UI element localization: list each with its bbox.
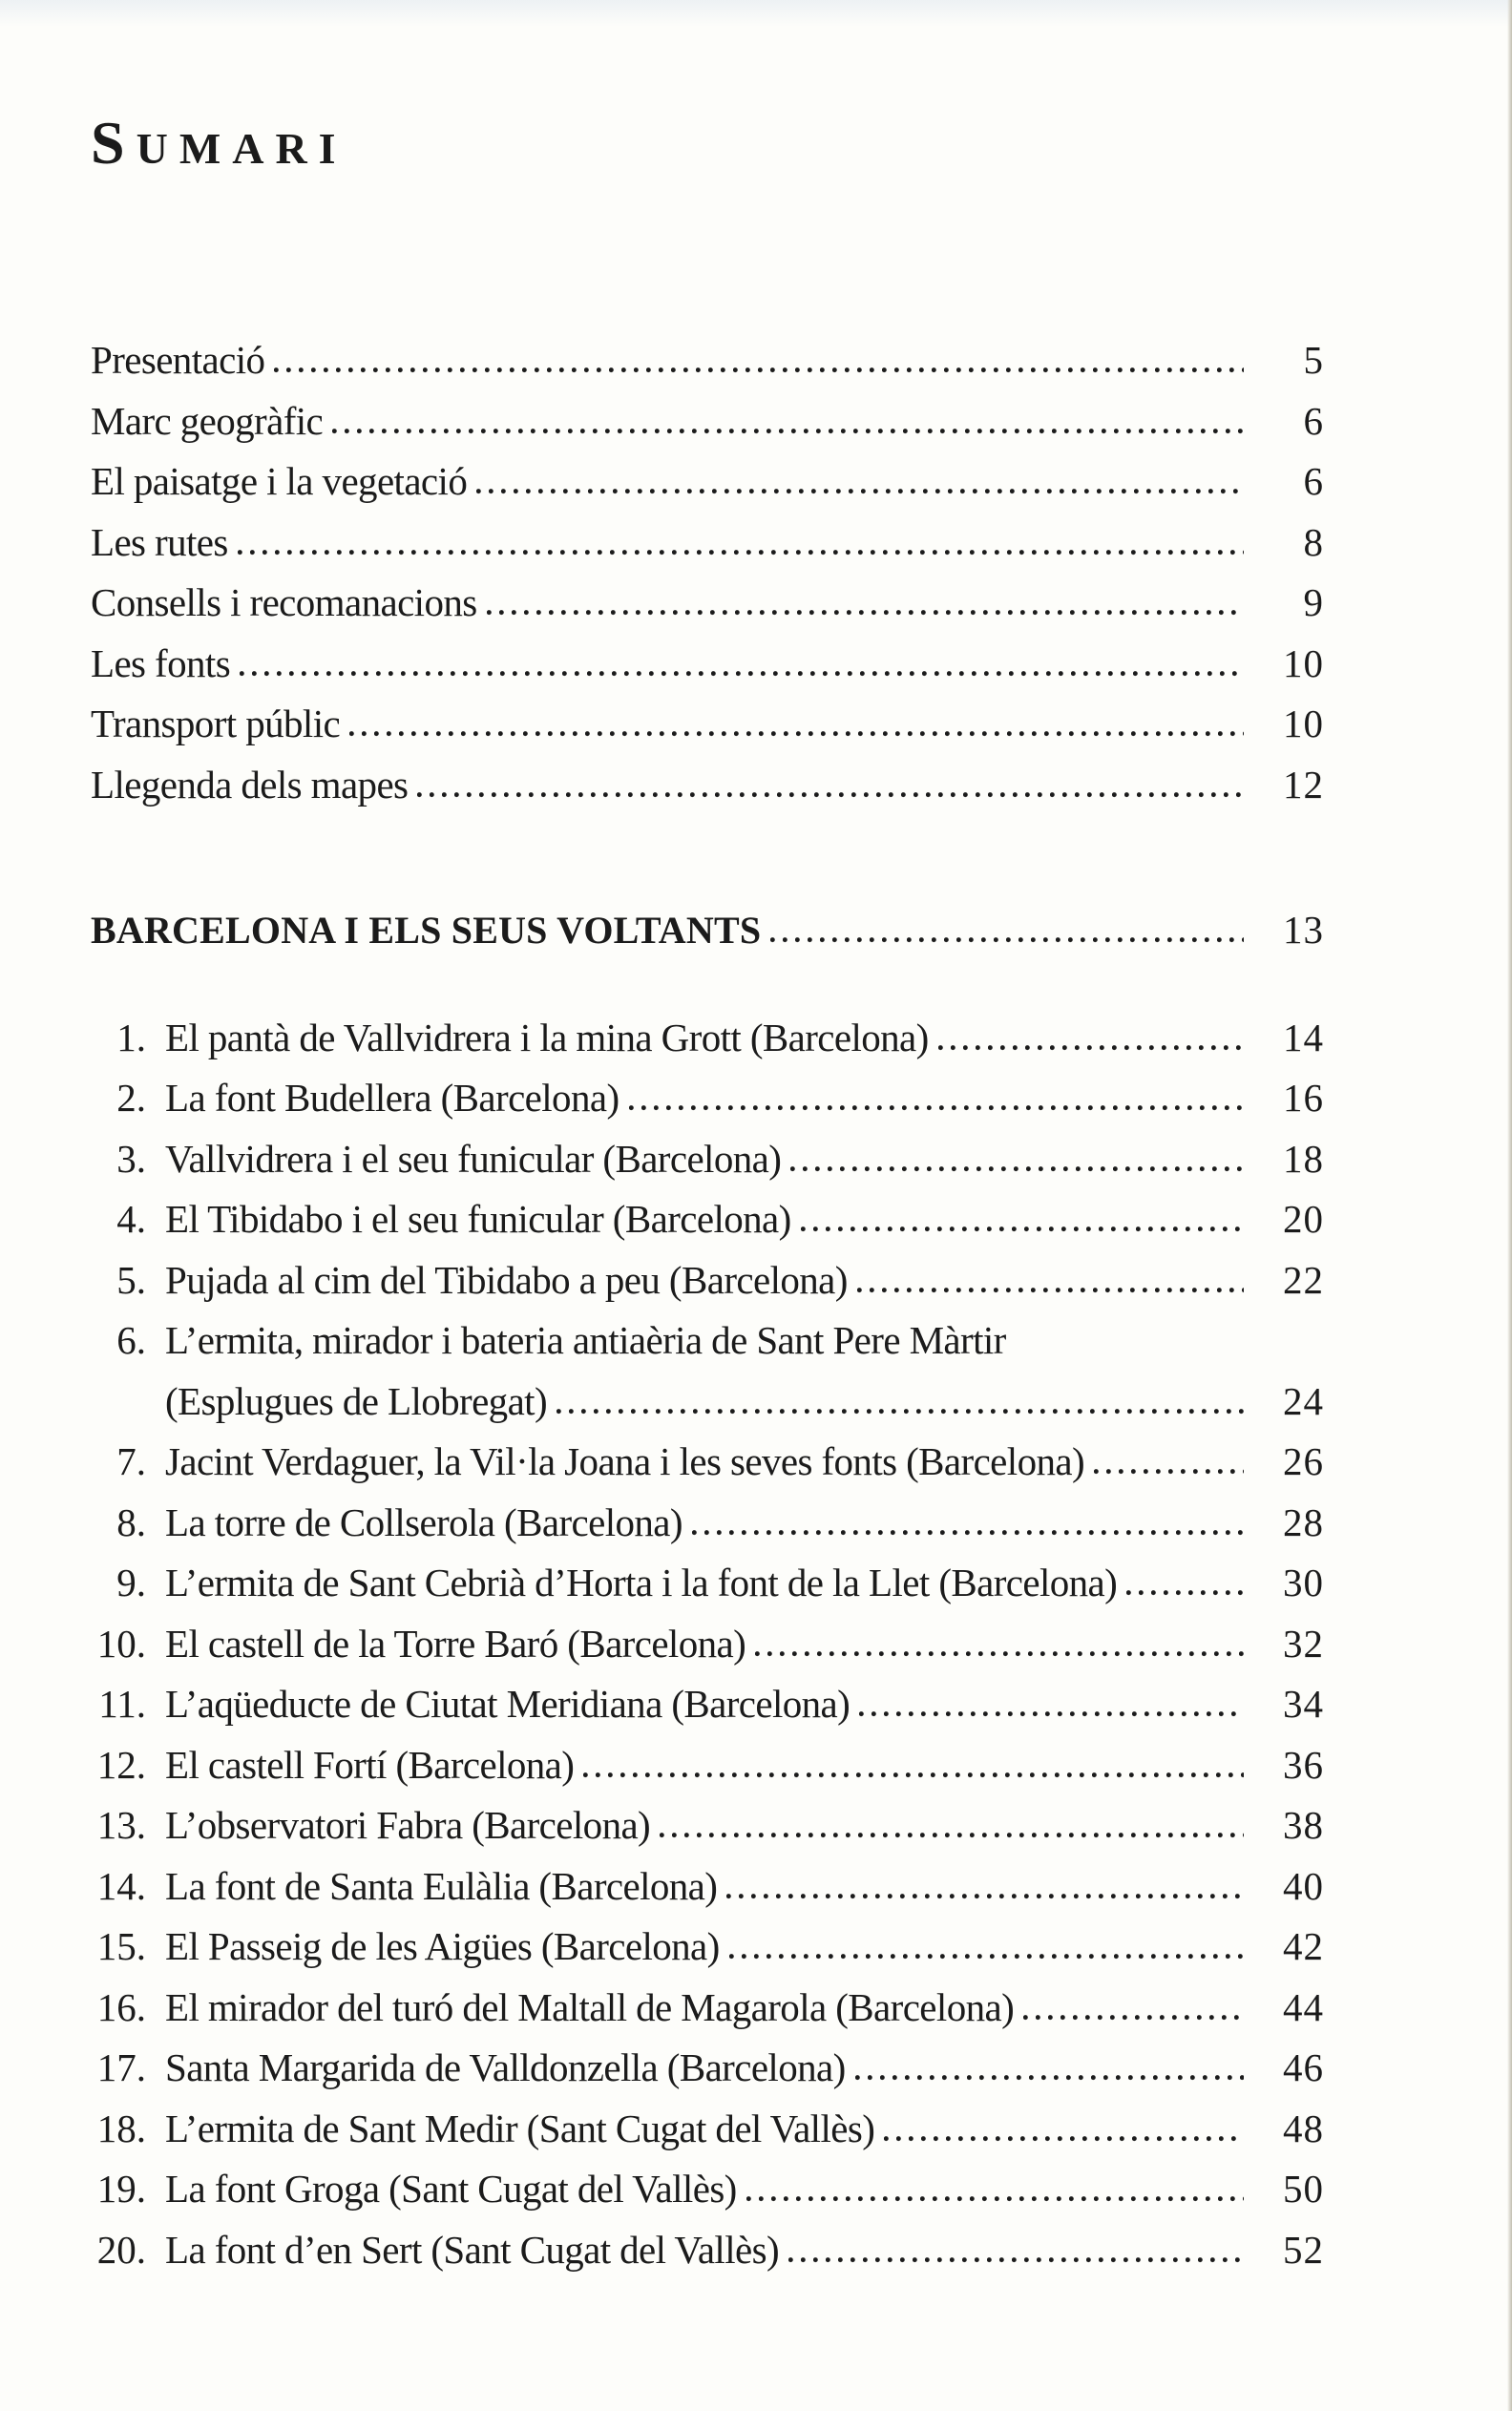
- toc-row: [91, 2227, 1324, 2288]
- toc-entry-label: Presentació: [91, 338, 265, 382]
- scan-page-edge: [1507, 0, 1512, 2411]
- toc-row: [91, 1438, 1324, 1499]
- toc-row: [91, 1621, 1324, 1682]
- toc-page-number: 20: [1283, 1197, 1324, 1241]
- toc-page-number: 40: [1283, 1863, 1324, 1908]
- toc-page-number: 13: [1283, 908, 1324, 952]
- toc-row: [91, 1015, 1324, 1076]
- section-title-row: [91, 907, 1324, 968]
- toc-leader-dots: [1094, 1469, 1244, 1475]
- toc-leader-dots: [790, 1166, 1244, 1172]
- toc-leader-dots: [938, 1045, 1244, 1051]
- toc-page-number: 16: [1283, 1076, 1324, 1120]
- toc-entry-number: 14.: [96, 1863, 146, 1908]
- toc-entry-label: (Esplugues de Llobregat): [165, 1378, 548, 1423]
- toc-entry-number: 16.: [96, 1984, 146, 2029]
- toc-row: [91, 1075, 1324, 1136]
- toc-entry-number: 13.: [96, 1803, 146, 1847]
- toc-entry-label: Vallvidrera i el seu funicular (Barcelona): [165, 1136, 782, 1181]
- toc-page-number: 32: [1283, 1621, 1324, 1666]
- toc-row: [91, 1863, 1324, 1924]
- toc-entry-label: L’aqüeducte de Ciutat Meridiana (Barcelona): [165, 1682, 850, 1726]
- toc-row-continuation: [91, 1378, 1324, 1439]
- toc-row: [91, 337, 1324, 398]
- toc-leader-dots: [583, 1772, 1244, 1778]
- toc-leader-dots: [1023, 2015, 1244, 2021]
- toc-entry-number: 9.: [116, 1561, 146, 1604]
- toc-entry-label: Marc geogràfic: [91, 398, 324, 443]
- toc-leader-dots: [349, 731, 1244, 737]
- toc-entry-number: 8.: [116, 1499, 146, 1544]
- toc-entry-number: 3.: [116, 1136, 146, 1181]
- toc-row: [91, 458, 1324, 519]
- toc-leader-dots: [857, 1288, 1244, 1293]
- toc-entry-label: El pantà de Vallvidrera i la mina Grott (Barcelona): [165, 1015, 929, 1059]
- toc-row: [91, 1136, 1324, 1197]
- toc-entry-label: Les fonts: [91, 640, 231, 685]
- toc-page-number: 10: [1283, 640, 1324, 685]
- toc-page-number: 46: [1283, 2045, 1324, 2089]
- toc-page-number: 48: [1283, 2106, 1324, 2150]
- toc-entry-label: La font Budellera (Barcelona): [165, 1076, 620, 1120]
- toc-page-number: 24: [1283, 1378, 1324, 1423]
- toc-leader-dots: [332, 429, 1244, 434]
- toc-entry-label: Pujada al cim del Tibidabo a peu (Barcelona): [165, 1257, 848, 1302]
- toc-entry-label: Transport públic: [91, 702, 341, 745]
- toc-page-number: 38: [1283, 1803, 1324, 1847]
- toc-leader-dots: [855, 2075, 1244, 2081]
- toc-row: [91, 2106, 1324, 2167]
- page-title-rest: UMARI: [136, 124, 347, 173]
- toc-entry-label: L’ermita de Sant Cebrià d’Horta i la font de la Llet (Barcelona): [165, 1561, 1118, 1604]
- toc-entry-label: L’observatori Fabra (Barcelona): [165, 1803, 651, 1847]
- toc-page-number: 26: [1283, 1439, 1324, 1483]
- intro-toc-list: [91, 337, 1324, 822]
- page-title-initial: S: [91, 109, 136, 177]
- toc-row: [91, 701, 1324, 762]
- toc-row: [91, 762, 1324, 823]
- toc-entry-label: El paisatge i la vegetació: [91, 459, 468, 503]
- toc-entry-label: Santa Margarida de Valldonzella (Barcelona): [165, 2045, 846, 2089]
- toc-page-number: 6: [1303, 459, 1324, 503]
- toc-entry-label: La font de Santa Eulàlia (Barcelona): [165, 1863, 718, 1908]
- toc-row: [91, 1317, 1324, 1378]
- toc-leader-dots: [240, 671, 1244, 677]
- toc-page-number: 50: [1283, 2167, 1324, 2211]
- toc-entry-label: La torre de Collserola (Barcelona): [165, 1499, 682, 1544]
- toc-entry-number: 5.: [116, 1257, 146, 1302]
- toc-row: [91, 640, 1324, 702]
- toc-leader-dots: [788, 2257, 1244, 2263]
- section-toc-list: [91, 1015, 1324, 2288]
- toc-row: [91, 1196, 1324, 1257]
- toc-entry-number: 7.: [116, 1439, 146, 1483]
- toc-leader-dots: [755, 1651, 1244, 1657]
- toc-row: [91, 1257, 1324, 1318]
- toc-leader-dots: [660, 1833, 1244, 1838]
- toc-page-number: 30: [1283, 1561, 1324, 1604]
- toc-leader-dots: [746, 2196, 1244, 2202]
- toc-page-number: 8: [1303, 519, 1324, 564]
- toc-entry-number: 15.: [96, 1924, 146, 1968]
- toc-page-number: 22: [1283, 1257, 1324, 1302]
- toc-row: [91, 1499, 1324, 1561]
- toc-page-number: 9: [1303, 580, 1324, 624]
- toc-entry-label: L’ermita de Sant Medir (Sant Cugat del Vallès): [165, 2106, 875, 2150]
- toc-entry-label: La font Groga (Sant Cugat del Vallès): [165, 2167, 737, 2211]
- toc-page-number: 10: [1283, 702, 1324, 745]
- toc-entry-label: El castell de la Torre Baró (Barcelona): [165, 1621, 746, 1666]
- toc-entry-label: La font d’en Sert (Sant Cugat del Vallès): [165, 2227, 780, 2272]
- section-title-label: BARCELONA I ELS SEUS VOLTANTS: [91, 909, 762, 952]
- toc-leader-dots: [729, 1954, 1244, 1960]
- toc-entry-label: L’ermita, mirador i bateria antiaèria de Sant Pere Màrtir: [165, 1318, 1006, 1362]
- toc-entry-label: Jacint Verdaguer, la Vil·la Joana i les seves fonts (Barcelona): [165, 1439, 1085, 1483]
- toc-entry-number: 2.: [116, 1076, 146, 1120]
- toc-entry-label: Consells i recomanacions: [91, 580, 477, 624]
- toc-leader-dots: [556, 1409, 1244, 1415]
- toc-row: [91, 1681, 1324, 1742]
- toc-page-number: 52: [1283, 2227, 1324, 2272]
- toc-row: [91, 1742, 1324, 1803]
- toc-entry-number: 18.: [96, 2106, 146, 2150]
- toc-page-number: 6: [1303, 398, 1324, 443]
- toc-entry-number: 19.: [96, 2167, 146, 2211]
- toc-row: [91, 579, 1324, 640]
- toc-row: [91, 2044, 1324, 2106]
- toc-entry-number: 1.: [116, 1015, 146, 1059]
- toc-page: [91, 0, 1324, 2287]
- toc-leader-dots: [801, 1226, 1244, 1232]
- toc-page-number: 34: [1283, 1682, 1324, 1726]
- toc-leader-dots: [859, 1711, 1244, 1717]
- toc-page-number: 42: [1283, 1924, 1324, 1968]
- toc-leader-dots: [692, 1530, 1244, 1536]
- toc-entry-label: El Tibidabo i el seu funicular (Barcelona): [165, 1197, 791, 1241]
- toc-leader-dots: [770, 937, 1244, 943]
- toc-row: [91, 1923, 1324, 1984]
- toc-leader-dots: [238, 550, 1244, 556]
- toc-entry-label: El mirador del turó del Maltall de Magarola (Barcelona): [165, 1984, 1015, 2029]
- section-header: [91, 907, 1324, 968]
- toc-row: [91, 1802, 1324, 1863]
- page-title: [91, 109, 1324, 177]
- toc-page-number: 5: [1303, 338, 1324, 382]
- toc-row: [91, 1984, 1324, 2045]
- toc-entry-number: 20.: [96, 2227, 146, 2272]
- toc-leader-dots: [726, 1894, 1244, 1899]
- toc-entry-number: 10.: [96, 1621, 146, 1666]
- toc-entry-label: El Passeig de les Aigües (Barcelona): [165, 1924, 720, 1968]
- toc-leader-dots: [487, 610, 1244, 616]
- toc-entry-number: 11.: [98, 1682, 146, 1726]
- toc-leader-dots: [884, 2136, 1244, 2142]
- toc-leader-dots: [1126, 1590, 1244, 1596]
- toc-entry-label: El castell Fortí (Barcelona): [165, 1742, 575, 1787]
- toc-page-number: 12: [1283, 762, 1324, 807]
- toc-page-number: 36: [1283, 1742, 1324, 1787]
- toc-leader-dots: [476, 489, 1244, 494]
- toc-entry-number: 4.: [116, 1197, 146, 1241]
- toc-row: [91, 398, 1324, 459]
- toc-entry-label: Llegenda dels mapes: [91, 762, 409, 807]
- toc-row: [91, 2166, 1324, 2227]
- toc-page-number: 14: [1283, 1015, 1324, 1059]
- toc-page-number: 18: [1283, 1136, 1324, 1181]
- toc-page-number: 44: [1283, 1984, 1324, 2029]
- toc-entry-number: 17.: [96, 2045, 146, 2089]
- toc-row: [91, 1560, 1324, 1621]
- toc-leader-dots: [274, 367, 1244, 373]
- toc-entry-number: 12.: [96, 1742, 146, 1787]
- toc-row: [91, 519, 1324, 580]
- toc-entry-number: 6.: [116, 1318, 146, 1362]
- toc-leader-dots: [417, 792, 1244, 798]
- toc-leader-dots: [629, 1105, 1244, 1111]
- toc-entry-label: Les rutes: [91, 519, 228, 564]
- toc-page-number: 28: [1283, 1499, 1324, 1544]
